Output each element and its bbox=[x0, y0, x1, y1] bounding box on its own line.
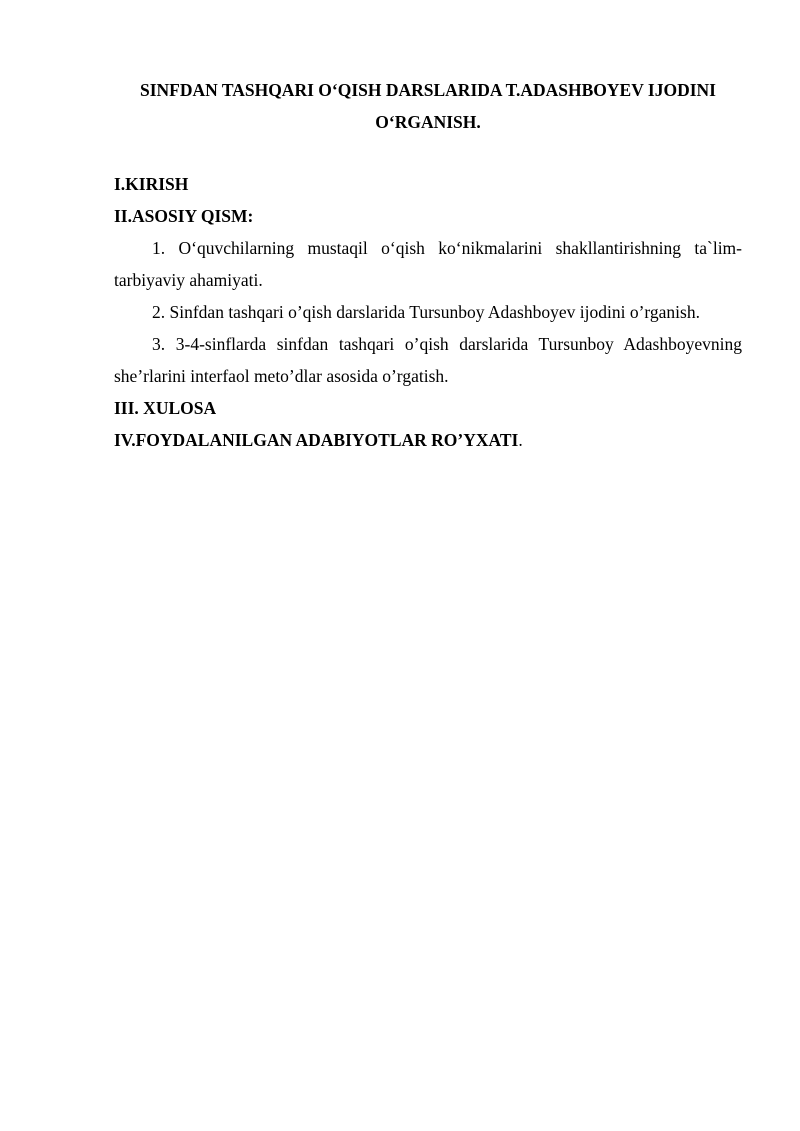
main-heading: II.ASOSIY QISM: bbox=[114, 206, 254, 226]
intro-heading: I.KIRISH bbox=[114, 174, 189, 194]
outline-item-2: 2. Sinfdan tashqari o’qish darslarida Tursunboy Adashboyev ijodini o’rganish. bbox=[152, 302, 700, 322]
document-content bbox=[114, 74, 742, 456]
outline-item-3: 3. 3-4-sinflarda sinfdan tashqari o’qish darslarida Tursunboy Adashboyevning she’rlarini interfaol meto’dlar asosida o’rgatish. bbox=[114, 334, 742, 386]
references-suffix: . bbox=[518, 430, 523, 450]
outline-item-1: 1. O‘quvchilarning mustaqil o‘qish ko‘nikmalarini shakllantirishning ta`lim-tarbiyaviy ahamiyati. bbox=[114, 238, 742, 290]
document-title: SINFDAN TASHQARI O‘QISH DARSLARIDA T.ADASHBOYEV IJODINI O‘RGANISH. bbox=[140, 80, 716, 132]
conclusion-heading: III. XULOSA bbox=[114, 398, 217, 418]
references-line bbox=[114, 424, 742, 456]
references-heading: IV.FOYDALANILGAN ADABIYOTLAR RO’YXATI bbox=[114, 430, 519, 450]
